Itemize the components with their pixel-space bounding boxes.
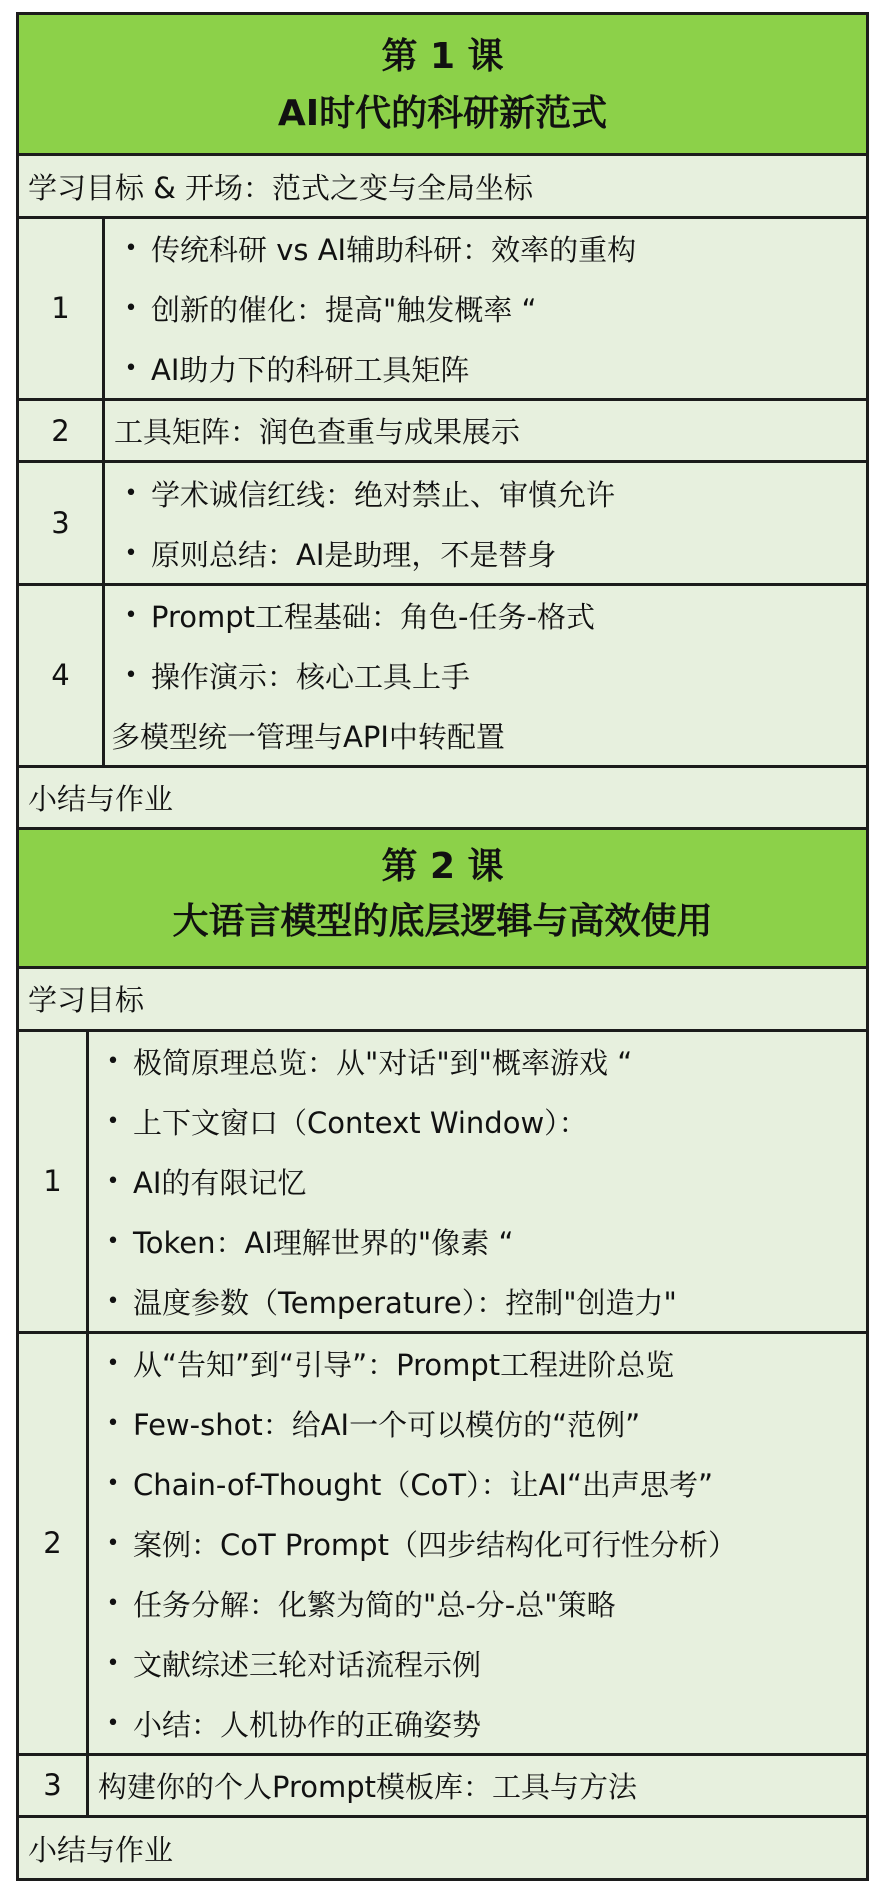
lesson1-row-4-content xyxy=(105,586,866,765)
lesson2-row-3 xyxy=(19,1756,866,1818)
list-item: • 案例：CoT Prompt（四步结构化可行性分析） xyxy=(89,1514,866,1574)
lesson2-row-3-content xyxy=(89,1756,866,1815)
list-item: • 小结：人机协作的正确姿势 xyxy=(89,1693,866,1753)
bullet-icon: • xyxy=(124,603,138,629)
bullet-icon: • xyxy=(106,1650,120,1676)
bullet-icon: • xyxy=(106,1288,120,1314)
bullet-icon: • xyxy=(106,1168,120,1194)
list-item-continuation: 多模型统一管理与API中转配置 xyxy=(111,719,505,754)
bullet-icon: • xyxy=(124,480,138,506)
lesson2-row-2 xyxy=(19,1334,866,1756)
lesson1-row-4 xyxy=(19,586,866,768)
lesson2-intro-text: 学习目标 xyxy=(28,983,145,1018)
list-item: • Chain-of-Thought（CoT）：让AI“出声思考” xyxy=(89,1454,866,1514)
bullet-icon: • xyxy=(106,1109,120,1135)
list-item: • 文献综述三轮对话流程示例 xyxy=(89,1633,866,1693)
list-item: • 任务分解：化繁为简的"总-分-总"策略 xyxy=(89,1573,866,1633)
lesson2-header xyxy=(19,830,866,969)
lesson1-row-3-content xyxy=(105,463,866,582)
lesson2-title: 大语言模型的底层逻辑与高效使用 xyxy=(172,900,713,942)
lesson1-intro-row xyxy=(19,156,866,218)
bullet-icon: • xyxy=(106,1411,120,1437)
lesson1-row-3-number: 3 xyxy=(19,463,105,582)
bullet-icon: • xyxy=(124,236,138,262)
list-item: • Prompt工程基础：角色-任务-格式 xyxy=(105,586,866,646)
lesson1-row-2 xyxy=(19,401,866,463)
lesson1-row-4-number: 4 xyxy=(19,586,105,765)
lesson2-number: 第 2 课 xyxy=(381,845,504,887)
bullet-icon: • xyxy=(124,540,138,566)
lesson1-row-1 xyxy=(19,219,866,401)
lesson2-row-2-content xyxy=(89,1334,866,1753)
bullet-icon: • xyxy=(124,356,138,382)
lesson2-summary-row xyxy=(19,1818,866,1878)
list-item: • 温度参数（Temperature）：控制"创造力" xyxy=(89,1271,866,1331)
list-item: • Few-shot：给AI一个可以模仿的“范例” xyxy=(89,1394,866,1454)
bullet-icon: • xyxy=(124,663,138,689)
lesson2-row-1-number: 1 xyxy=(19,1032,89,1331)
list-item: • AI的有限记忆 xyxy=(89,1151,866,1211)
lesson1-row-3 xyxy=(19,463,866,585)
lesson2-row-1-content xyxy=(89,1032,866,1331)
bullet-icon: • xyxy=(106,1351,120,1377)
lesson1-row-2-content xyxy=(105,401,866,460)
list-item: • 上下文窗口（Context Window）： xyxy=(89,1092,866,1152)
lesson2-row-2-number: 2 xyxy=(19,1334,89,1753)
lesson1-summary-text: 小结与作业 xyxy=(28,782,174,817)
bullet-icon: • xyxy=(106,1049,120,1075)
list-item: • 传统科研 vs AI辅助科研：效率的重构 xyxy=(105,219,866,279)
list-item: • AI助力下的科研工具矩阵 xyxy=(105,339,866,399)
lesson2-row-3-text: 构建你的个人Prompt模板库：工具与方法 xyxy=(98,1769,638,1804)
bullet-icon: • xyxy=(106,1531,120,1556)
lesson2-intro-row xyxy=(19,969,866,1031)
lesson2-row-3-number: 3 xyxy=(19,1756,89,1815)
lesson1-summary-row xyxy=(19,768,866,830)
lesson2-summary-text: 小结与作业 xyxy=(28,1832,174,1867)
bullet-icon: • xyxy=(124,296,138,322)
list-item: • 极简原理总览：从"对话"到"概率游戏 “ xyxy=(89,1032,866,1092)
lesson1-row-2-text: 工具矩阵：润色查重与成果展示 xyxy=(114,415,521,450)
list-item: • 原则总结：AI是助理，不是替身 xyxy=(105,523,866,583)
bullet-icon: • xyxy=(106,1471,120,1497)
bullet-icon: • xyxy=(106,1228,120,1254)
bullet-icon: • xyxy=(106,1590,120,1616)
lesson1-row-1-number: 1 xyxy=(19,219,105,398)
lesson1-intro-text: 学习目标 & 开场：范式之变与全局坐标 xyxy=(28,170,534,205)
list-item: • Token：AI理解世界的"像素 “ xyxy=(89,1211,866,1271)
list-item: • 从“告知”到“引导”：Prompt工程进阶总览 xyxy=(89,1334,866,1394)
lesson1-row-1-content xyxy=(105,219,866,398)
lesson1-number: 第 1 课 xyxy=(381,35,504,77)
course-outline-table xyxy=(16,12,869,1881)
bullet-icon: • xyxy=(106,1710,120,1736)
list-item: • 操作演示：核心工具上手 xyxy=(105,646,866,706)
list-item: • 学术诚信红线：绝对禁止、审慎允许 xyxy=(105,463,866,523)
list-item: • 创新的催化：提高"触发概率 “ xyxy=(105,279,866,339)
lesson1-title: AI时代的科研新范式 xyxy=(277,92,608,134)
lesson1-row-2-number: 2 xyxy=(19,401,105,460)
lesson1-header xyxy=(19,15,866,156)
lesson2-row-1 xyxy=(19,1032,866,1334)
